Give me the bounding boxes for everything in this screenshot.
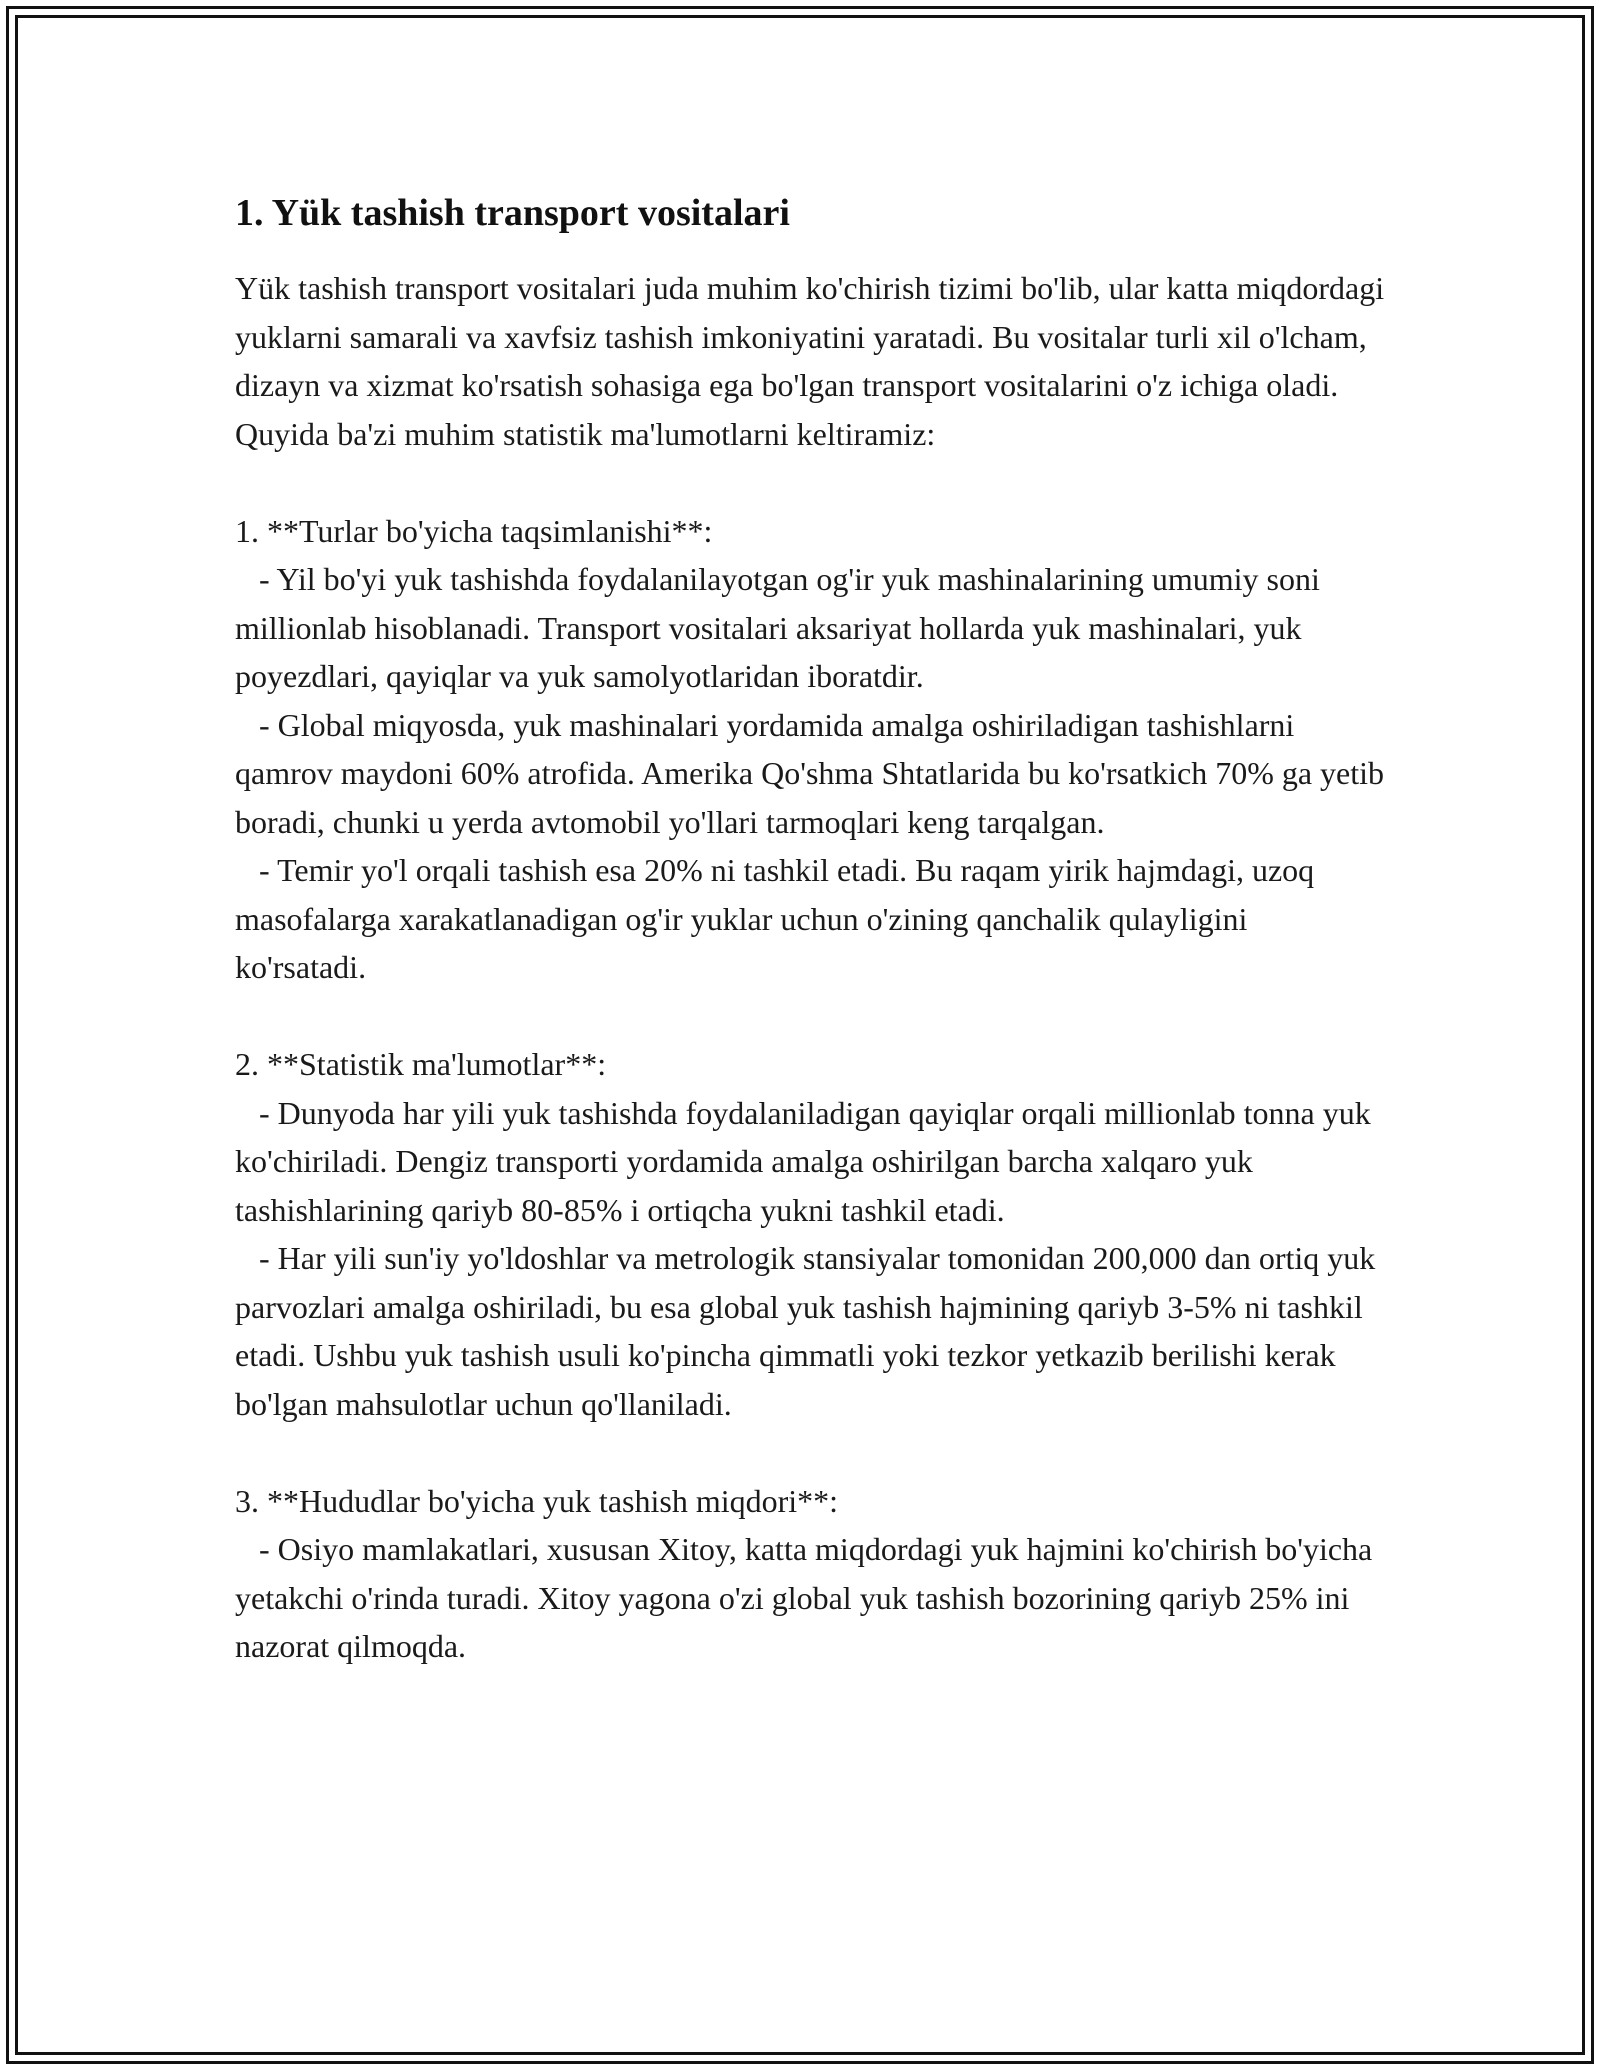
section-heading: 3. **Hududlar bo'yicha yuk tashish miqdori**: xyxy=(235,1482,839,1519)
section-item: - Yil bo'yi yuk tashishda foydalanilayotgan og'ir yuk mashinalarining umumiy soni millionlab hisoblanadi. Transport vositalari aksariyat hollarda yuk mashinalari, yuk poyezdlari, qayiqlar va yuk samolyotlaridan iboratdir. xyxy=(235,561,1328,694)
section-item: - Dunyoda har yili yuk tashishda foydalaniladigan qayiqlar orqali millionlab tonna yuk ko'chiriladi. Dengiz transporti yordamida amalga oshirilgan barcha xalqaro yuk tashishlarining qariyb 80-85% i ortiqcha yukni tashkil etadi. xyxy=(235,1094,1379,1228)
section-types xyxy=(235,507,1393,992)
document-title: 1. Yük tashish transport vositalari xyxy=(235,192,790,234)
section-item: - Temir yo'l orqali tashish esa 20% ni tashkil etadi. Bu raqam yirik hajmdagi, uzoq masofalarga xarakatlanadigan og'ir yuklar uchun o'zining qanchalik qulayligini ko'rsatadi. xyxy=(235,852,1323,985)
blank-line xyxy=(235,458,1385,507)
section-heading: 1. **Turlar bo'yicha taqsimlanishi**: xyxy=(235,512,713,549)
document-body xyxy=(235,186,1393,1671)
section-item: - Global miqyosda, yuk mashinalari yordamida amalga oshiriladigan tashishlarni qamrov maydoni 60% atrofida. Amerika Qo'shma Shtatlarida bu ko'rsatkich 70% ga yetib boradi, chunki u yerda avtomobil yo'llari tarmoqlari keng tarqalgan. xyxy=(235,706,1393,840)
section-item: - Har yili sun'iy yo'ldoshlar va metrologik stansiyalar tomonidan 200,000 dan ortiq yuk parvozlari amalga oshiriladi, bu esa global yuk tashish hajmining qariyb 3-5% ni tashkil etadi. Ushbu yuk tashish usuli ko'pincha qimmatli yoki tezkor yetkazib berilishi kerak bo'lgan mahsulotlar uchun qo'llaniladi. xyxy=(235,1240,1384,1422)
section-statistics xyxy=(235,1040,1385,1428)
blank-line xyxy=(235,992,1385,1041)
blank-line xyxy=(235,1428,1385,1477)
section-heading: 2. **Statistik ma'lumotlar**: xyxy=(235,1046,607,1082)
intro-paragraph: Yük tashish transport vositalari juda muhim ko'chirish tizimi bo'lib, ular katta miqdordagi yuklarni samarali va xavfsiz tashish imkoniyatini yaratadi. Bu vositalar turli xil o'lcham, dizayn va xizmat ko'rsatish sohasiga ega bo'lgan transport vositalarini o'z ichiga oladi. Quyida ba'zi muhim statistik ma'lumotlarni keltiramiz: xyxy=(235,270,1393,452)
section-item: - Osiyo mamlakatlari, xususan Xitoy, katta miqdordagi yuk hajmini ko'chirish bo'yicha yetakchi o'rinda turadi. Xitoy yagona o'zi global yuk tashish bozorining qariyb 25% ini nazorat qilmoqda. xyxy=(235,1531,1381,1664)
section-regions xyxy=(235,1477,1385,1671)
